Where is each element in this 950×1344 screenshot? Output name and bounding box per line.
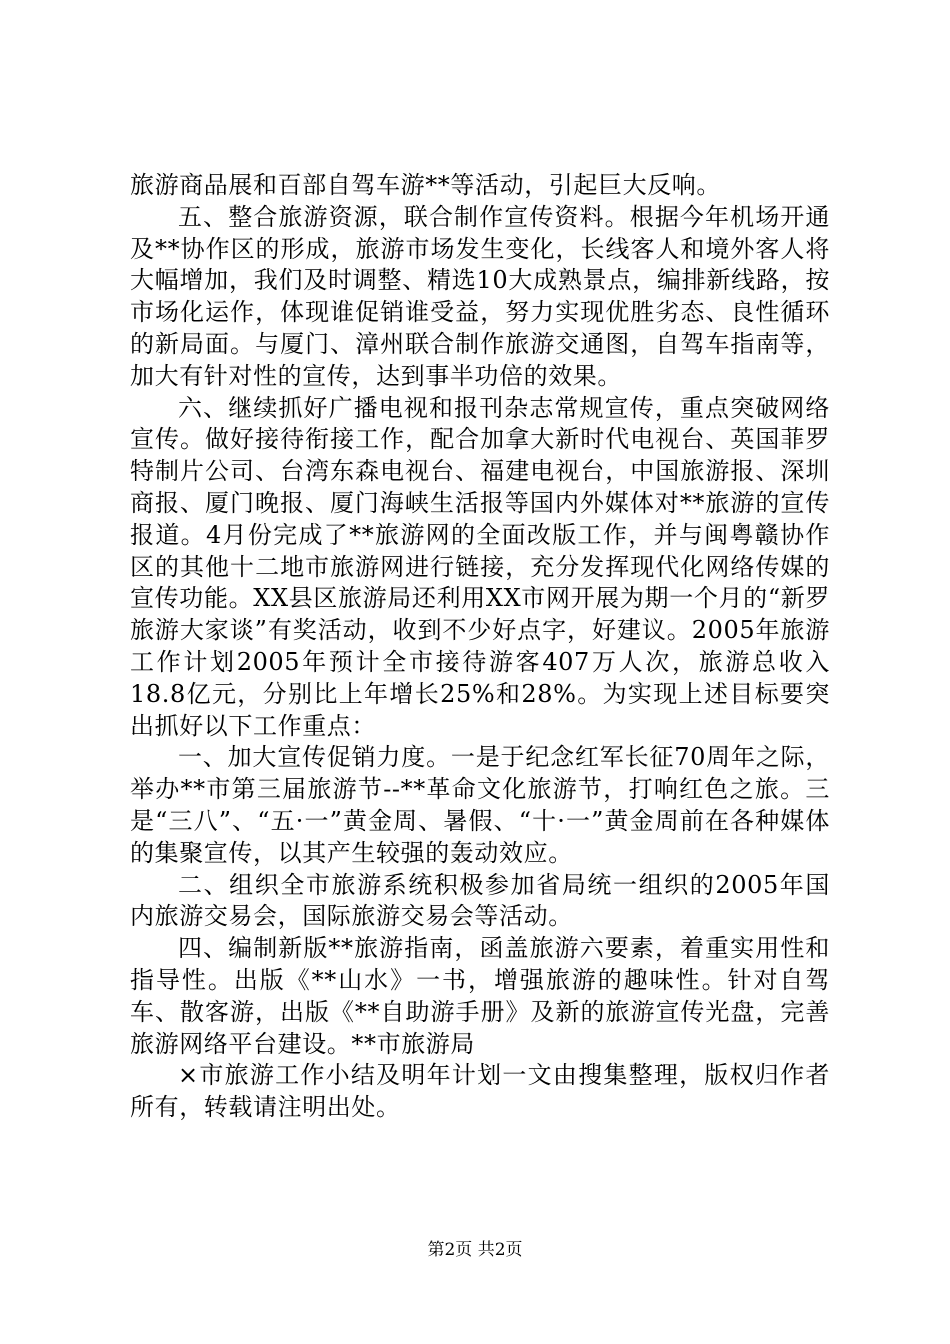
- document-body: [130, 170, 830, 1124]
- page-footer: 第2页 共2页: [427, 1240, 523, 1260]
- paragraph-plan-two: 二、组织全市旅游系统积极参加省局统一组织的2005年国内旅游交易会，国际旅游交易会等活动。: [130, 870, 830, 931]
- paragraph-section-five: 五、整合旅游资源，联合制作宣传资料。根据今年机场开通及**协作区的形成，旅游市场发生变化，长线客人和境外客人将大幅增加，我们及时调整、精选10大成熟景点，编排新线路，按市场化运作，体现谁促销谁受益，努力实现优胜劣态、良性循环的新局面。与厦门、漳州联合制作旅游交通图，自驾车指南等，加大有针对性的宣传，达到事半功倍的效果。: [130, 202, 830, 390]
- paragraph-plan-four: 四、编制新版**旅游指南，函盖旅游六要素，着重实用性和指导性。出版《**山水》一书，增强旅游的趣味性。针对自驾车、散客游，出版《**自助游手册》及新的旅游宣传光盘，完善旅游网络平台建设。**市旅游局: [130, 934, 830, 1058]
- paragraph-continuation: 旅游商品展和百部自驾车游**等活动，引起巨大反响。: [130, 171, 721, 199]
- paragraph-section-six: 六、继续抓好广播电视和报刊杂志常规宣传，重点突破网络宣传。做好接待衔接工作，配合加拿大新时代电视台、英国菲罗特制片公司、台湾东森电视台、福建电视台，中国旅游报、深圳商报、厦门晚报、厦门海峡生活报等国内外媒体对**旅游的宣传报道。4月份完成了**旅游网的全面改版工作，并与闽粤赣协作区的其他十二地市旅游网进行链接，充分发挥现代化网络传媒的宣传功能。XX县区旅游局还利用XX市网开展为期一个月的“新罗旅游大家谈”有奖活动，收到不少好点字，好建议。2005年旅游工作计划2005年预计全市接待游客407万人次，旅游总收入18.8亿元，分别比上年增长25%和28%。为实现上述目标要突出抓好以下工作重点：: [130, 393, 830, 740]
- paragraph-copyright-note: ×市旅游工作小结及明年计划一文由搜集整理，版权归作者所有，转载请注明出处。: [130, 1061, 830, 1122]
- paragraph-plan-one: 一、加大宣传促销力度。一是于纪念红军长征70周年之际，举办**市第三届旅游节--**革命文化旅游节，打响红色之旅。三是“三八”、“五·一”黄金周、暑假、“十·一”黄金周前在各种媒体的集聚宣传，以其产生较强的轰动效应。: [130, 743, 830, 867]
